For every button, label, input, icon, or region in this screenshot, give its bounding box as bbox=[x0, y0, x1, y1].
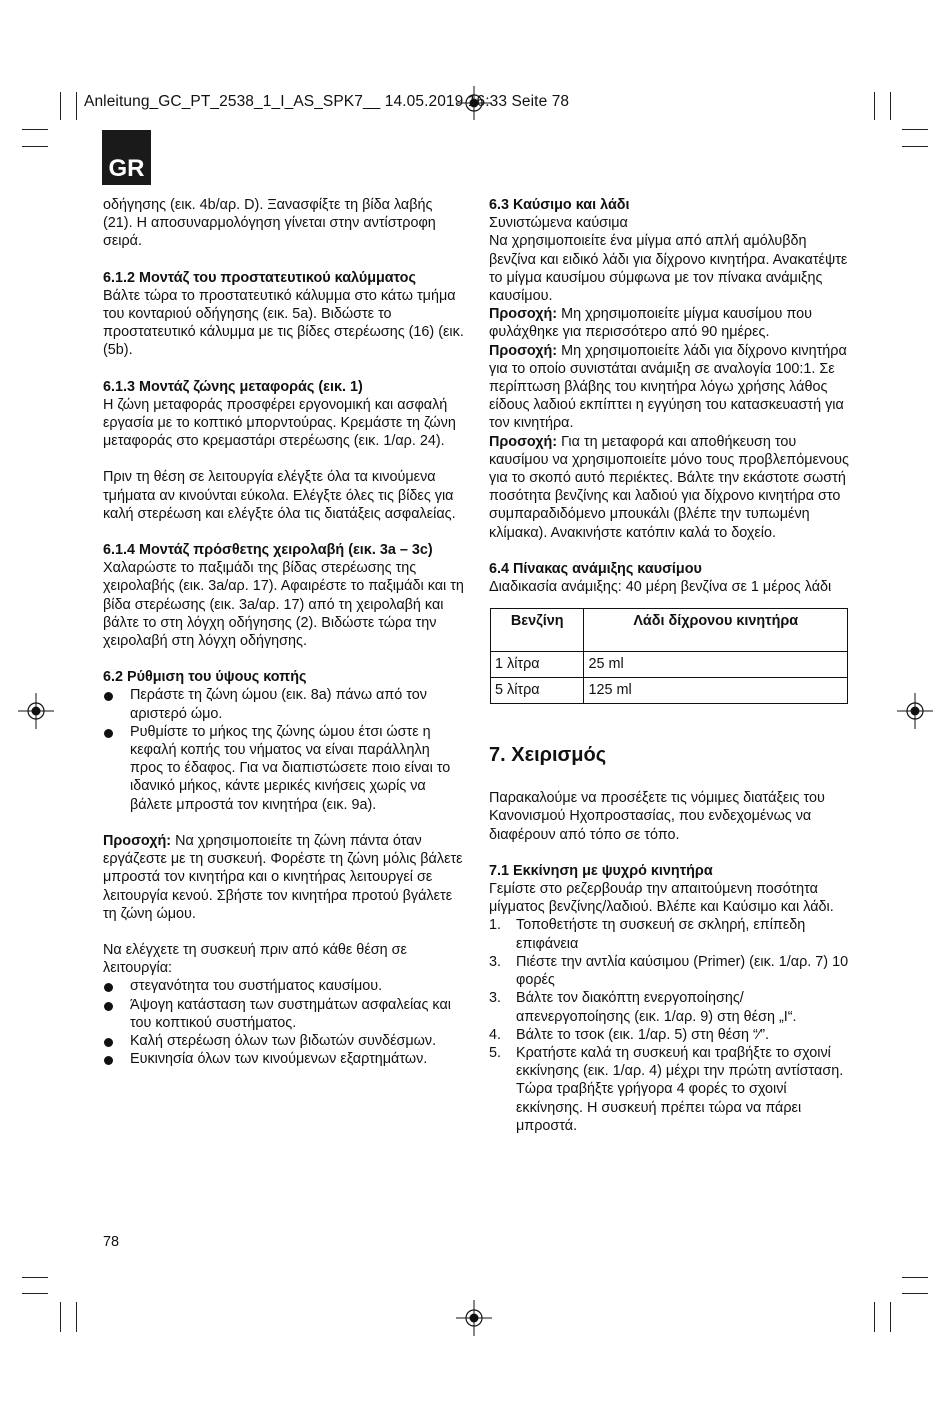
right-column bbox=[489, 196, 851, 1135]
table-cell: 125 ml bbox=[584, 678, 848, 704]
registration-mark-icon bbox=[18, 693, 54, 729]
crop-mark bbox=[902, 1293, 928, 1294]
crop-mark bbox=[890, 1302, 891, 1332]
caution-paragraph bbox=[489, 305, 851, 341]
table-cell: 25 ml bbox=[584, 652, 848, 678]
section-6-1-2-title: 6.1.2 Μοντάζ του προστατευτικού καλύμματος bbox=[103, 269, 416, 286]
language-badge: GR bbox=[102, 130, 151, 185]
caution-paragraph bbox=[489, 433, 851, 542]
section-6-3-text: Να χρησιμοποιείτε ένα μίγμα από απλή αμόλυβδη βενζίνα και ειδικό λάδι για δίχρονο κινητήρα. Ανακατέψτε το μίγμα καυσίμου σύμφωνα με τον πίνακα ανάμιξης καυσίμου. bbox=[489, 233, 848, 305]
table-row bbox=[491, 678, 848, 704]
section-6-3-title: 6.3 Καύσιμο και λάδι bbox=[489, 197, 630, 213]
caution-label: Προσοχή: bbox=[103, 832, 172, 849]
list-item: στεγανότητα του συστήματος καυσίμου. bbox=[103, 977, 465, 995]
fuel-mix-table bbox=[490, 608, 848, 704]
step-text: Βάλτε το τσοκ (εικ. 1/αρ. 5) στη θέση “⁄”. bbox=[516, 1026, 770, 1043]
left-column bbox=[103, 196, 465, 1068]
table-header-cell: Βενζίνη bbox=[491, 609, 584, 652]
table-cell: 5 λίτρα bbox=[491, 678, 584, 704]
crop-mark bbox=[902, 1277, 928, 1278]
registration-mark-icon bbox=[456, 1300, 492, 1336]
section-6-1-4-text: Χαλαρώστε το παξιμάδι της βίδας στερέωσης της χειρολαβής (εικ. 3a/αρ. 17). Αφαιρέστε το παξιμάδι και τη βίδα στερέωσης (εικ. 3a/αρ. 17) από τη χειρολαβή και βάλτε το στη λόγχη οδήγησης (2). Βιδώστε τώρα την χειρολαβή στη λόγχη οδήγησης. bbox=[103, 560, 464, 650]
list-item: Καλή στερέωση όλων των βιδωτών συνδέσμων. bbox=[103, 1032, 465, 1050]
crop-mark bbox=[890, 92, 891, 120]
crop-mark bbox=[60, 92, 61, 120]
caution-text: Για τη μεταφορά και αποθήκευση του καυσίμου να χρησιμοποιείτε μόνο τους προβλεπόμενους για το σκοπό αυτό περιέκτες. Βάλτε την εκάστοτε σωστή ποσότητα βενζίνης και λαδιού για δίχρονο κινητήρα στο συμπαραδιδόμενο μπουκάλι (βλέπε την τυπωμένη κλίμακα). Ανακινήστε κατόπιν καλά το δοχείο. bbox=[489, 433, 849, 541]
table-header-cell: Λάδι δίχρονου κινητήρα bbox=[584, 609, 848, 652]
crop-mark bbox=[22, 1277, 48, 1278]
step-number: 3. bbox=[489, 953, 502, 970]
section-7-1-text: Γεμίστε στο ρεζερβουάρ την απαιτούμενη ποσότητα μίγματος βενζίνης/λαδιού. Βλέπε και Καύσιμο και λάδι. bbox=[489, 881, 834, 916]
list-item: Ευκινησία όλων των κινούμενων εξαρτημάτων. bbox=[103, 1050, 465, 1068]
crop-mark bbox=[22, 129, 48, 130]
crop-mark bbox=[902, 129, 928, 130]
section-6-1-2-text: Βάλτε τώρα το προστατευτικό κάλυμμα στο κάτω τμήμα του κονταριού οδήγησης (εικ. 5a). Βιδώστε το προστατευτικό κάλυμμα με τις βίδες στερέωσης (16) (εικ. (5b). bbox=[103, 287, 464, 359]
crop-mark bbox=[60, 1302, 61, 1332]
crop-mark bbox=[902, 146, 928, 147]
crop-mark bbox=[22, 1293, 48, 1294]
section-6-3-subtitle: Συνιστώμενα καύσιμα bbox=[489, 215, 628, 232]
list-item bbox=[489, 1026, 851, 1044]
section-6-1-3-text-2: Πριν τη θέση σε λειτουργία ελέγξτε όλα τα κινούμενα τμήματα αν κινούνται εύκολα. Ελέγξτε όλες τις βίδες για καλή στερέωση και ελέγξτε όλα τις διατάξεις ασφαλείας. bbox=[103, 469, 456, 522]
step-text: Βάλτε τον διακόπτη ενεργοποίησης/απενεργοποίησης (εικ. 1/αρ. 9) στη θέση „I“. bbox=[516, 990, 797, 1025]
caution-label: Προσοχή: bbox=[489, 342, 558, 359]
chapter-7-text: Παρακαλούμε να προσέξετε τις νόμιμες διατάξεις του Κανονισμού Ηχοπροστασίας, που ενδεχομένως να διαφέρουν από τόπο σε τόπο. bbox=[489, 790, 825, 843]
list-item: Άψογη κατάσταση των συστημάτων ασφαλείας και του κοπτικού συστήματος. bbox=[103, 996, 465, 1032]
table-header-row bbox=[491, 609, 848, 652]
step-number: 3. bbox=[489, 990, 502, 1007]
list-item bbox=[489, 1044, 851, 1135]
crop-mark bbox=[22, 146, 48, 147]
chapter-7-title: 7. Χειρισμός bbox=[489, 744, 607, 767]
crop-mark bbox=[874, 1302, 875, 1332]
crop-mark bbox=[76, 92, 77, 120]
step-number: 5. bbox=[489, 1044, 502, 1061]
registration-mark-icon bbox=[897, 693, 933, 729]
step-text: Κρατήστε καλά τη συσκευή και τραβήξτε το σχοινί εκκίνησης (εικ. 1/αρ. 4) μέχρι την πρώτη αντίσταση. Τώρα τραβήξτε γρήγορα 4 φορές το σχοινί εκκίνησης. Η συσκευή πρέπει τώρα να πάρει μπροστά. bbox=[516, 1044, 844, 1134]
intro-paragraph: οδήγησης (εικ. 4b/αρ. D). Ξανασφίξτε τη βίδα λαβής (21). Η αποσυναρμολόγηση γίνεται στην αντίστροφη σειρά. bbox=[103, 197, 436, 250]
step-text: Τοποθετήστε τη συσκευή σε σκληρή, επίπεδη επιφάνεια bbox=[516, 917, 806, 952]
caution-text: Να χρησιμοποιείτε τη ζώνη πάντα όταν εργάζεστε με τη συσκευή. Φορέστε τη ζώνη μόλις βάλετε μπροστά τον κινητήρα και ο κινητήρας λειτουργεί σε λειτουργία κενού. Σβήστε τον κινητήρα προτού βγάλετε τη ζώνη ώμου. bbox=[103, 832, 463, 922]
step-text: Πιέστε την αντλία καύσιμου (Primer) (εικ. 1/αρ. 7) 10 φορές bbox=[516, 953, 849, 989]
caution-text: Μη χρησιμοποιείτε λάδι για δίχρονο κινητήρα για το οποίο συνιστάται ανάμιξη σε αναλογία 100:1. Σε περίπτωση βλάβης του κινητήρα λόγω χρήσης λάθος είδους λαδιού εκπίπτει η εγγύηση του κατασκευαστή για τον κινητήρα. bbox=[489, 342, 847, 432]
step-number: 1. bbox=[489, 917, 502, 934]
crop-mark bbox=[874, 92, 875, 120]
caution-paragraph bbox=[489, 342, 851, 433]
section-6-1-3-title: 6.1.3 Μοντάζ ζώνης μεταφοράς (εικ. 1) bbox=[103, 378, 363, 395]
list-item: Περάστε τη ζώνη ώμου (εικ. 8a) πάνω από τον αριστερό ώμο. bbox=[103, 686, 465, 722]
list-item bbox=[489, 989, 851, 1025]
list-item bbox=[489, 916, 851, 952]
caution-paragraph bbox=[103, 832, 465, 923]
check-list bbox=[103, 977, 465, 1068]
caution-text: Μη χρησιμοποιείτε μίγμα καυσίμου που φυλάχθηκε για περισσότερο από 90 ημέρες. bbox=[489, 306, 812, 341]
cutting-height-list bbox=[103, 686, 465, 813]
section-6-1-4-title: 6.1.4 Μοντάζ πρόσθετης χειρολαβή (εικ. 3a – 3c) bbox=[103, 542, 433, 559]
table-row bbox=[491, 652, 848, 678]
page-number: 78 bbox=[103, 1234, 120, 1250]
step-number: 4. bbox=[489, 1026, 502, 1043]
section-6-1-3-text: Η ζώνη μεταφοράς προσφέρει εργονομική και ασφαλή εργασία με το κοπτικό μπορντούρας. Κρεμάστε τη ζώνη μεταφοράς στο κρεμαστάρι στερέωσης (εικ. 1/αρ. 24). bbox=[103, 396, 456, 450]
crop-mark bbox=[76, 1302, 77, 1332]
section-6-4-title: 6.4 Πίνακας ανάμιξης καυσίμου bbox=[489, 560, 702, 577]
section-6-4-text: Διαδικασία ανάμιξης: 40 μέρη βενζίνα σε 1 μέρος λάδι bbox=[489, 579, 832, 596]
caution-label: Προσοχή: bbox=[489, 433, 558, 450]
section-7-1-title: 7.1 Εκκίνηση με ψυχρό κινητήρα bbox=[489, 862, 713, 879]
section-6-2-title: 6.2 Ρύθμιση του ύψους κοπής bbox=[103, 669, 307, 686]
caution-label: Προσοχή: bbox=[489, 306, 558, 323]
check-intro: Να ελέγχετε τη συσκευή πριν από κάθε θέση σε λειτουργία: bbox=[103, 941, 407, 977]
list-item: Ρυθμίστε το μήκος της ζώνης ώμου έτσι ώστε η κεφαλή κοπής του νήματος να είναι παράλληλη προς το έδαφος. Για να διαπιστώσετε ποιο είναι το ιδανικό μήκος, κάντε μερικές κινήσεις χωρίς να βάλετε μπροστά τον κινητήρα (εικ. 9a). bbox=[103, 723, 465, 814]
table-cell: 1 λίτρα bbox=[491, 652, 584, 678]
start-steps-list bbox=[489, 916, 851, 1134]
running-head: Anleitung_GC_PT_2538_1_I_AS_SPK7__ 14.05.2019 16:33 Seite 78 bbox=[84, 93, 570, 110]
list-item bbox=[489, 953, 851, 989]
